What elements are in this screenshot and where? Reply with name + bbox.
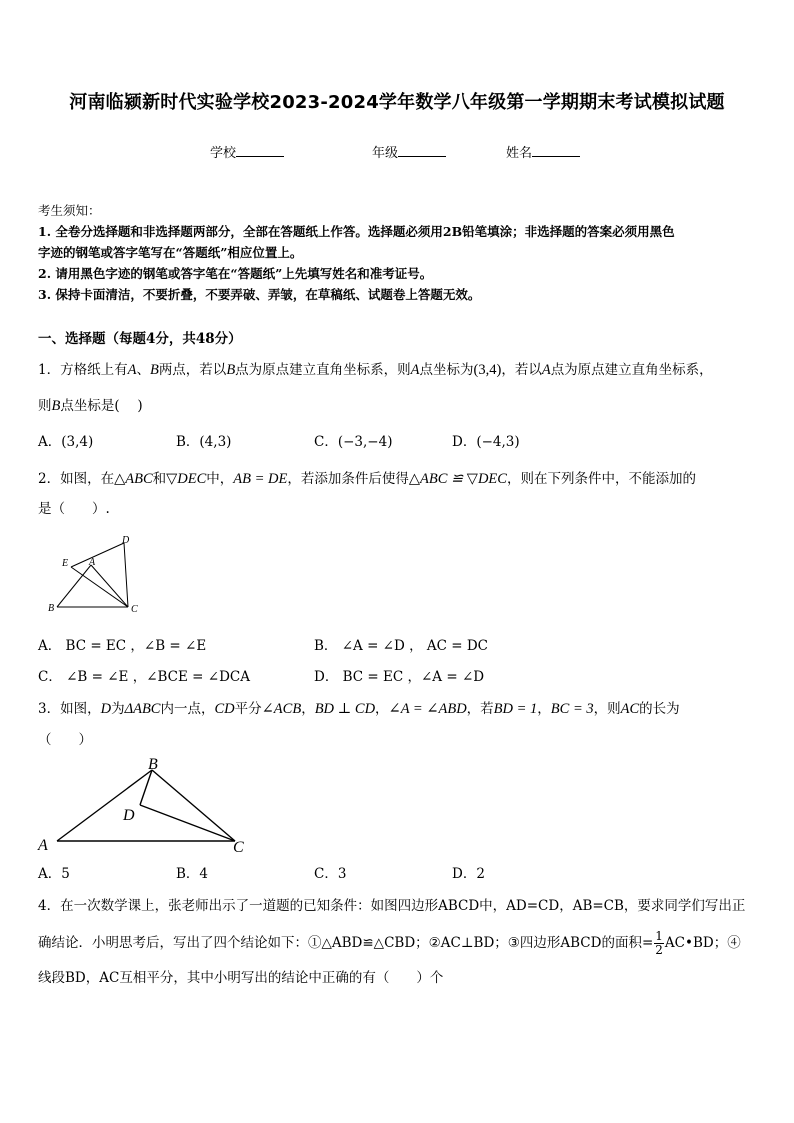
segment-dc (124, 543, 128, 607)
question-4-line-3: 线段BD，AC互相平分，其中小明写出的结论中正确的有（ ）个 (38, 970, 444, 986)
school-blank[interactable] (236, 144, 284, 157)
question-2-line-1: 2．如图，在△ABC和▽DEC中，AB = DE，若添加条件后使得△ABC ≌ ▽DEC，则在下列条件中，不能添加的 (38, 471, 696, 487)
q3-option-c[interactable]: C．3 (314, 866, 347, 882)
notice-item-3: 3. 保持卡面清洁，不要折叠，不要弄破、弄皱，在草稿纸、试题卷上答题无效。 (38, 287, 481, 302)
segment-dc (140, 805, 235, 841)
label-a: A (89, 557, 96, 568)
school-field[interactable] (210, 142, 284, 161)
q1-option-d[interactable]: D．(−4,3) (452, 434, 520, 450)
question-1-line-2: 则B点坐标是( ) (38, 398, 143, 414)
notice-item-2: 2. 请用黑色字迹的钢笔或答字笔在“答题纸”上先填写姓名和准考证号。 (38, 266, 433, 281)
label-d: D (122, 535, 130, 546)
label-b: B (148, 756, 158, 773)
q2-option-d[interactable]: D． BC = EC ，∠A = ∠D (314, 669, 485, 685)
q3-option-d[interactable]: D．2 (452, 866, 485, 882)
segment-ba (57, 565, 91, 607)
question-2-line-2: 是（ ）. (38, 501, 110, 517)
label-c: C (131, 604, 138, 615)
q2-option-c[interactable]: C． ∠B = ∠E ，∠BCE = ∠DCA (38, 669, 250, 685)
question-3-line-2: （ ） (38, 732, 92, 748)
q3-option-a[interactable]: A．5 (38, 866, 70, 882)
segment-ec (71, 567, 128, 607)
page-title: 河南临颍新时代实验学校2023-2024学年数学八年级第一学期期末考试模拟试题 (69, 92, 725, 113)
grade-label: 年级 (372, 146, 399, 161)
segment-ed (71, 543, 124, 567)
question-2-figure (40, 530, 150, 620)
fraction-half: $\frac{1}{2}$ (655, 929, 663, 957)
question-4-line-1: 4．在一次数学课上，张老师出示了一道题的已知条件：如图四边形ABCD中，AD=CD，AB=CB，要求同学们写出正 (38, 898, 746, 914)
question-3-figure (34, 752, 256, 857)
q2-option-a[interactable]: A． BC = EC ，∠B = ∠E (38, 638, 207, 654)
label-b: B (48, 603, 55, 614)
section-heading: 一、选择题（每题4分，共48分） (38, 331, 242, 347)
label-c: C (233, 839, 244, 856)
name-blank[interactable] (532, 144, 580, 157)
label-a: A (38, 837, 48, 854)
q1-option-b[interactable]: B．(4,3) (176, 434, 232, 450)
grade-field[interactable] (372, 142, 446, 161)
name-label: 姓名 (506, 146, 533, 161)
grade-blank[interactable] (398, 144, 446, 157)
q1-option-c[interactable]: C．(−3,−4) (314, 434, 393, 450)
question-3-line-1: 3．如图，D为ΔABC内一点，CD平分∠ACB，BD ⊥ CD，∠A = ∠ABD，若BD = 1，BC = 3，则AC的长为 (38, 701, 680, 717)
question-4-line-2: 确结论．小明思考后，写出了四个结论如下：①△ABD≌△CBD；②AC⊥BD；③四边形ABCD的面积= $\frac{1}{2}$ AC•BD；④ (38, 929, 741, 957)
segment-bc (152, 770, 235, 841)
notice-item-1: 1. 全卷分选择题和非选择题两部分，全部在答题纸上作答。选择题必须用2B铅笔填涂；非选择题的答案必须用黑色 (38, 224, 675, 239)
name-field[interactable] (506, 142, 580, 161)
question-1-line-1: 1．方格纸上有A、B两点，若以B点为原点建立直角坐标系，则A点坐标为(3,4)，若以A点为原点建立直角坐标系， (38, 362, 713, 378)
notice-item-1-cont: 字迹的钢笔或答字笔写在“答题纸”相应位置上。 (38, 245, 303, 260)
q3-option-b[interactable]: B．4 (176, 866, 209, 882)
segment-ab (57, 770, 152, 841)
notice-heading: 考生须知： (38, 203, 101, 218)
school-label: 学校 (210, 146, 237, 161)
q1-option-a[interactable]: A．(3,4) (38, 434, 94, 450)
q2-option-b[interactable]: B． ∠A = ∠D ， AC = DC (314, 638, 489, 654)
label-d: D (123, 807, 135, 824)
segment-ac (91, 565, 128, 607)
label-e: E (62, 558, 69, 569)
